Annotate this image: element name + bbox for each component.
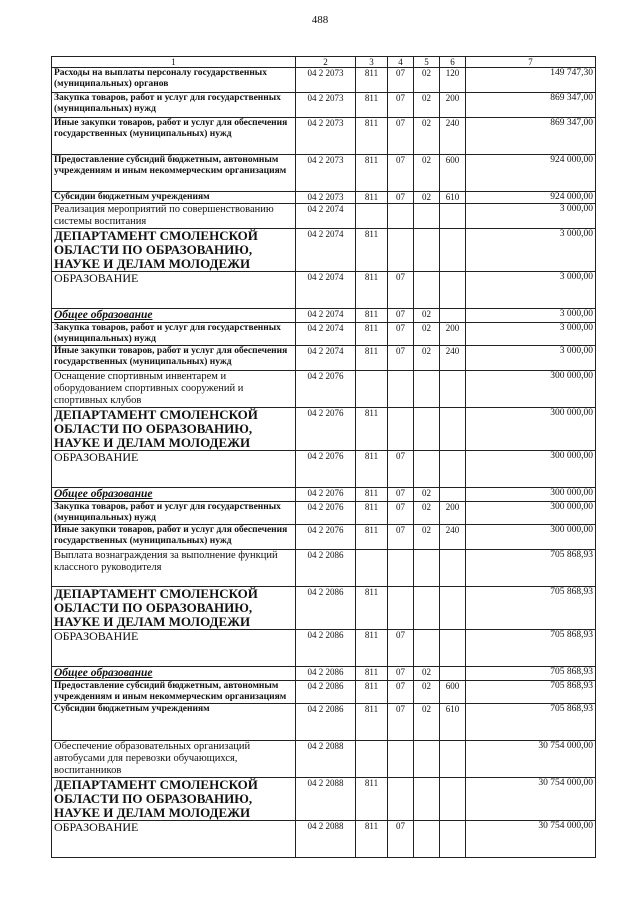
subsection-code-cell: 02 — [414, 155, 440, 192]
item-name-cell: ДЕПАРТАМЕНТ СМОЛЕНСКОЙ ОБЛАСТИ ПО ОБРАЗОВАНИЮ, НАУКЕ И ДЕЛАМ МОЛОДЕЖИ — [52, 408, 296, 451]
subsection-code-cell: 02 — [414, 502, 440, 525]
expense-type-code-cell — [440, 408, 466, 451]
target-code-cell: 04 2 2086 — [296, 681, 356, 704]
item-name-cell: Закупка товаров, работ и услуг для государственных (муниципальных) нужд — [52, 323, 296, 346]
subsection-code-cell — [414, 741, 440, 778]
expense-type-code-cell — [440, 778, 466, 821]
subsection-code-cell — [414, 408, 440, 451]
ministry-code-cell: 811 — [356, 488, 388, 502]
item-name-cell: Общее образование — [52, 667, 296, 681]
subsection-code-cell — [414, 821, 440, 858]
amount-cell: 30 754 000,00 — [466, 741, 596, 778]
section-code-cell — [388, 550, 414, 587]
amount-cell: 3 000,00 — [466, 272, 596, 309]
subsection-code-cell: 02 — [414, 704, 440, 741]
item-name-cell: Оснащение спортивным инвентарем и оборудованием спортивных сооружений и спортивных клубов — [52, 371, 296, 408]
target-code-cell: 04 2 2074 — [296, 204, 356, 229]
subsection-code-cell — [414, 229, 440, 272]
table-row — [52, 204, 596, 229]
table-row — [52, 93, 596, 118]
target-code-cell: 04 2 2088 — [296, 778, 356, 821]
item-name-cell: ДЕПАРТАМЕНТ СМОЛЕНСКОЙ ОБЛАСТИ ПО ОБРАЗОВАНИЮ, НАУКЕ И ДЕЛАМ МОЛОДЕЖИ — [52, 587, 296, 630]
ministry-code-cell: 811 — [356, 408, 388, 451]
table-row — [52, 371, 596, 408]
expense-type-code-cell — [440, 630, 466, 667]
section-code-cell — [388, 371, 414, 408]
section-code-cell — [388, 587, 414, 630]
section-code-cell: 07 — [388, 155, 414, 192]
subsection-code-cell: 02 — [414, 192, 440, 204]
item-name-cell: Выплата вознаграждения за выполнение функций классного руководителя — [52, 550, 296, 587]
subsection-code-cell — [414, 778, 440, 821]
ministry-code-cell: 811 — [356, 309, 388, 323]
target-code-cell: 04 2 2074 — [296, 323, 356, 346]
item-name-cell: ДЕПАРТАМЕНТ СМОЛЕНСКОЙ ОБЛАСТИ ПО ОБРАЗОВАНИЮ, НАУКЕ И ДЕЛАМ МОЛОДЕЖИ — [52, 778, 296, 821]
item-name-cell: Иные закупки товаров, работ и услуг для обеспечения государственных (муниципальных) нужд — [52, 118, 296, 155]
ministry-code-cell: 811 — [356, 525, 388, 550]
amount-cell: 924 000,00 — [466, 192, 596, 204]
amount-cell: 3 000,00 — [466, 229, 596, 272]
amount-cell: 705 868,93 — [466, 681, 596, 704]
section-code-cell — [388, 408, 414, 451]
subsection-code-cell: 02 — [414, 525, 440, 550]
target-code-cell: 04 2 2073 — [296, 68, 356, 93]
subsection-code-cell — [414, 630, 440, 667]
target-code-cell: 04 2 2073 — [296, 155, 356, 192]
section-code-cell: 07 — [388, 346, 414, 371]
amount-cell: 300 000,00 — [466, 408, 596, 451]
ministry-code-cell: 811 — [356, 681, 388, 704]
table-row — [52, 630, 596, 667]
subsection-code-cell — [414, 371, 440, 408]
amount-cell: 3 000,00 — [466, 323, 596, 346]
item-name-cell: Иные закупки товаров, работ и услуг для обеспечения государственных (муниципальных) нужд — [52, 346, 296, 371]
item-name-cell: Субсидии бюджетным учреждениям — [52, 192, 296, 204]
expense-type-code-cell: 600 — [440, 155, 466, 192]
amount-cell: 869 347,00 — [466, 118, 596, 155]
target-code-cell: 04 2 2086 — [296, 550, 356, 587]
amount-cell: 705 868,93 — [466, 550, 596, 587]
header-cell: 1 — [52, 57, 296, 68]
item-name-cell: ДЕПАРТАМЕНТ СМОЛЕНСКОЙ ОБЛАСТИ ПО ОБРАЗОВАНИЮ, НАУКЕ И ДЕЛАМ МОЛОДЕЖИ — [52, 229, 296, 272]
header-cell: 6 — [440, 57, 466, 68]
subsection-code-cell — [414, 451, 440, 488]
ministry-code-cell: 811 — [356, 118, 388, 155]
ministry-code-cell: 811 — [356, 323, 388, 346]
section-code-cell — [388, 741, 414, 778]
target-code-cell: 04 2 2076 — [296, 408, 356, 451]
item-name-cell: Предоставление субсидий бюджетным, автономным учреждениям и иным некоммерческим организациям — [52, 681, 296, 704]
amount-cell: 300 000,00 — [466, 525, 596, 550]
item-name-cell: ОБРАЗОВАНИЕ — [52, 821, 296, 858]
section-code-cell: 07 — [388, 630, 414, 667]
table-row — [52, 192, 596, 204]
amount-cell: 924 000,00 — [466, 155, 596, 192]
amount-cell: 300 000,00 — [466, 502, 596, 525]
section-code-cell: 07 — [388, 272, 414, 309]
section-code-cell — [388, 229, 414, 272]
ministry-code-cell: 811 — [356, 192, 388, 204]
ministry-code-cell: 811 — [356, 229, 388, 272]
table-row — [52, 229, 596, 272]
ministry-code-cell: 811 — [356, 346, 388, 371]
section-code-cell: 07 — [388, 323, 414, 346]
expense-type-code-cell — [440, 488, 466, 502]
target-code-cell: 04 2 2076 — [296, 451, 356, 488]
target-code-cell: 04 2 2076 — [296, 488, 356, 502]
budget-table — [51, 56, 596, 858]
table-row — [52, 451, 596, 488]
amount-cell: 3 000,00 — [466, 309, 596, 323]
target-code-cell: 04 2 2076 — [296, 371, 356, 408]
ministry-code-cell: 811 — [356, 451, 388, 488]
section-code-cell: 07 — [388, 681, 414, 704]
ministry-code-cell: 811 — [356, 68, 388, 93]
item-name-cell: Расходы на выплаты персоналу государственных (муниципальных) органов — [52, 68, 296, 93]
amount-cell: 3 000,00 — [466, 346, 596, 371]
section-code-cell: 07 — [388, 451, 414, 488]
header-cell: 2 — [296, 57, 356, 68]
expense-type-code-cell — [440, 741, 466, 778]
header-row — [52, 57, 596, 68]
item-name-cell: Предоставление субсидий бюджетным, автономным учреждениям и иным некоммерческим организациям — [52, 155, 296, 192]
amount-cell: 300 000,00 — [466, 451, 596, 488]
table-row — [52, 155, 596, 192]
item-name-cell: Закупка товаров, работ и услуг для государственных (муниципальных) нужд — [52, 93, 296, 118]
expense-type-code-cell: 240 — [440, 525, 466, 550]
target-code-cell: 04 2 2074 — [296, 229, 356, 272]
section-code-cell: 07 — [388, 118, 414, 155]
expense-type-code-cell: 240 — [440, 346, 466, 371]
subsection-code-cell: 02 — [414, 488, 440, 502]
ministry-code-cell: 811 — [356, 778, 388, 821]
table-row — [52, 704, 596, 741]
ministry-code-cell — [356, 550, 388, 587]
table-row — [52, 525, 596, 550]
expense-type-code-cell — [440, 204, 466, 229]
section-code-cell — [388, 204, 414, 229]
section-code-cell: 07 — [388, 667, 414, 681]
page-number: 488 — [311, 14, 329, 26]
subsection-code-cell — [414, 272, 440, 309]
ministry-code-cell: 811 — [356, 272, 388, 309]
section-code-cell: 07 — [388, 704, 414, 741]
expense-type-code-cell — [440, 309, 466, 323]
amount-cell: 705 868,93 — [466, 587, 596, 630]
subsection-code-cell — [414, 204, 440, 229]
section-code-cell: 07 — [388, 502, 414, 525]
amount-cell: 149 747,30 — [466, 68, 596, 93]
table-row — [52, 502, 596, 525]
expense-type-code-cell — [440, 587, 466, 630]
subsection-code-cell: 02 — [414, 93, 440, 118]
subsection-code-cell: 02 — [414, 323, 440, 346]
amount-cell: 705 868,93 — [466, 667, 596, 681]
item-name-cell: ОБРАЗОВАНИЕ — [52, 272, 296, 309]
section-code-cell: 07 — [388, 93, 414, 118]
table-row — [52, 778, 596, 821]
amount-cell: 869 347,00 — [466, 93, 596, 118]
amount-cell: 30 754 000,00 — [466, 778, 596, 821]
section-code-cell: 07 — [388, 488, 414, 502]
target-code-cell: 04 2 2073 — [296, 192, 356, 204]
table-row — [52, 309, 596, 323]
ministry-code-cell — [356, 204, 388, 229]
expense-type-code-cell: 200 — [440, 93, 466, 118]
item-name-cell: ОБРАЗОВАНИЕ — [52, 451, 296, 488]
target-code-cell: 04 2 2086 — [296, 667, 356, 681]
amount-cell: 300 000,00 — [466, 488, 596, 502]
item-name-cell: ОБРАЗОВАНИЕ — [52, 630, 296, 667]
header-cell: 4 — [388, 57, 414, 68]
item-name-cell: Реализация мероприятий по совершенствованию системы воспитания — [52, 204, 296, 229]
table-row — [52, 821, 596, 858]
ministry-code-cell: 811 — [356, 93, 388, 118]
section-code-cell: 07 — [388, 309, 414, 323]
table-row — [52, 68, 596, 93]
subsection-code-cell — [414, 550, 440, 587]
section-code-cell: 07 — [388, 192, 414, 204]
table-row — [52, 272, 596, 309]
subsection-code-cell: 02 — [414, 346, 440, 371]
table-row — [52, 118, 596, 155]
target-code-cell: 04 2 2086 — [296, 704, 356, 741]
ministry-code-cell — [356, 741, 388, 778]
item-name-cell: Иные закупки товаров, работ и услуг для обеспечения государственных (муниципальных) нужд — [52, 525, 296, 550]
subsection-code-cell: 02 — [414, 118, 440, 155]
subsection-code-cell: 02 — [414, 681, 440, 704]
item-name-cell: Субсидии бюджетным учреждениям — [52, 704, 296, 741]
subsection-code-cell: 02 — [414, 667, 440, 681]
target-code-cell: 04 2 2073 — [296, 118, 356, 155]
table-row — [52, 667, 596, 681]
item-name-cell: Общее образование — [52, 309, 296, 323]
target-code-cell: 04 2 2086 — [296, 587, 356, 630]
subsection-code-cell — [414, 587, 440, 630]
target-code-cell: 04 2 2074 — [296, 309, 356, 323]
target-code-cell: 04 2 2088 — [296, 821, 356, 858]
expense-type-code-cell — [440, 667, 466, 681]
table-row — [52, 488, 596, 502]
expense-type-code-cell — [440, 550, 466, 587]
expense-type-code-cell — [440, 821, 466, 858]
ministry-code-cell: 811 — [356, 630, 388, 667]
expense-type-code-cell — [440, 451, 466, 488]
target-code-cell: 04 2 2076 — [296, 525, 356, 550]
target-code-cell: 04 2 2088 — [296, 741, 356, 778]
expense-type-code-cell — [440, 272, 466, 309]
table-row — [52, 741, 596, 778]
expense-type-code-cell: 610 — [440, 192, 466, 204]
ministry-code-cell: 811 — [356, 587, 388, 630]
ministry-code-cell: 811 — [356, 667, 388, 681]
section-code-cell: 07 — [388, 821, 414, 858]
expense-type-code-cell — [440, 371, 466, 408]
ministry-code-cell: 811 — [356, 155, 388, 192]
ministry-code-cell: 811 — [356, 502, 388, 525]
target-code-cell: 04 2 2074 — [296, 346, 356, 371]
table-row — [52, 550, 596, 587]
expense-type-code-cell: 610 — [440, 704, 466, 741]
ministry-code-cell: 811 — [356, 704, 388, 741]
header-cell: 5 — [414, 57, 440, 68]
amount-cell: 705 868,93 — [466, 704, 596, 741]
amount-cell: 300 000,00 — [466, 371, 596, 408]
target-code-cell: 04 2 2073 — [296, 93, 356, 118]
table-body — [52, 57, 596, 858]
subsection-code-cell: 02 — [414, 68, 440, 93]
ministry-code-cell — [356, 371, 388, 408]
item-name-cell: Закупка товаров, работ и услуг для государственных (муниципальных) нужд — [52, 502, 296, 525]
item-name-cell: Общее образование — [52, 488, 296, 502]
table-row — [52, 681, 596, 704]
section-code-cell — [388, 778, 414, 821]
table-row — [52, 323, 596, 346]
amount-cell: 705 868,93 — [466, 630, 596, 667]
table-row — [52, 587, 596, 630]
target-code-cell: 04 2 2074 — [296, 272, 356, 309]
target-code-cell: 04 2 2076 — [296, 502, 356, 525]
expense-type-code-cell: 200 — [440, 323, 466, 346]
item-name-cell: Обеспечение образовательных организаций автобусами для перевозки обучающихся, воспитанников — [52, 741, 296, 778]
target-code-cell: 04 2 2086 — [296, 630, 356, 667]
expense-type-code-cell: 200 — [440, 502, 466, 525]
expense-type-code-cell: 120 — [440, 68, 466, 93]
ministry-code-cell: 811 — [356, 821, 388, 858]
subsection-code-cell: 02 — [414, 309, 440, 323]
table-row — [52, 346, 596, 371]
section-code-cell: 07 — [388, 525, 414, 550]
header-cell: 7 — [466, 57, 596, 68]
header-cell: 3 — [356, 57, 388, 68]
expense-type-code-cell — [440, 229, 466, 272]
amount-cell: 3 000,00 — [466, 204, 596, 229]
section-code-cell: 07 — [388, 68, 414, 93]
amount-cell: 30 754 000,00 — [466, 821, 596, 858]
expense-type-code-cell: 600 — [440, 681, 466, 704]
table-row — [52, 408, 596, 451]
expense-type-code-cell: 240 — [440, 118, 466, 155]
